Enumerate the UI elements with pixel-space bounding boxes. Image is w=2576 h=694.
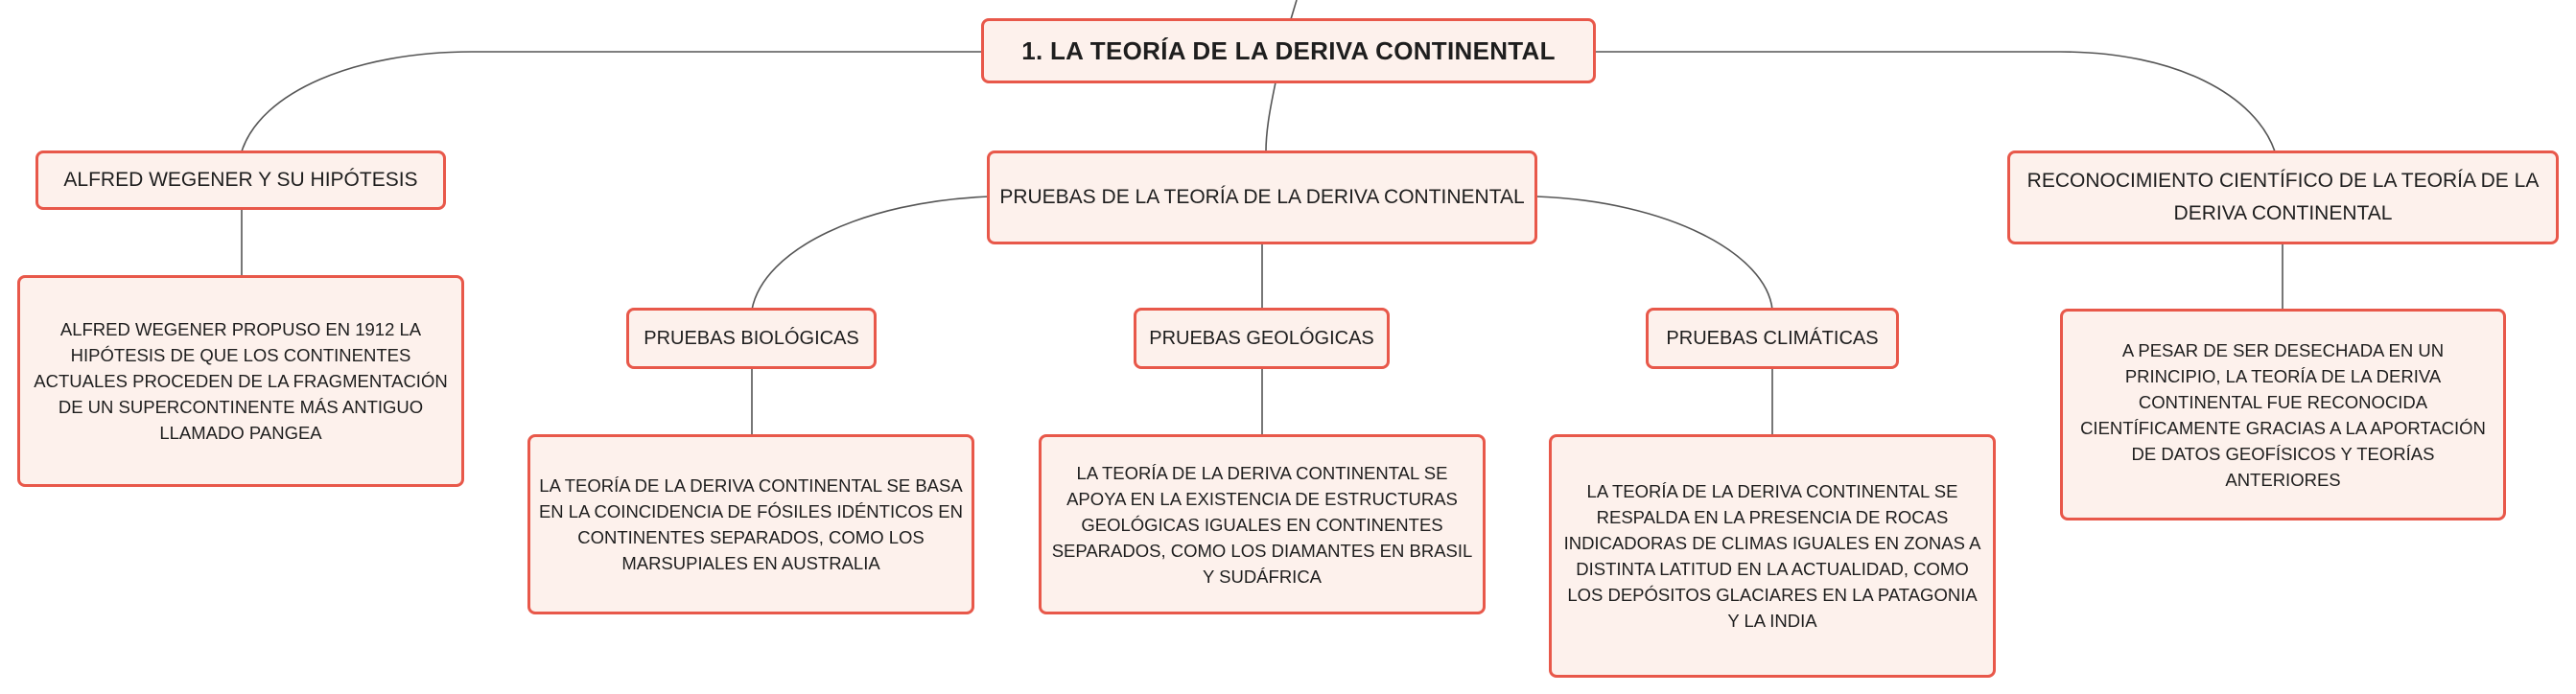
detail-wegener[interactable] [17, 275, 464, 487]
detail-pruebas-geologicas-text: LA TEORÍA DE LA DERIVA CONTINENTAL SE APOYA EN LA EXISTENCIA DE ESTRUCTURAS GEOLÓGICAS IGUALES EN CONTINENTES SEPARADOS, COMO LOS DIAMANTES EN BRASIL Y SUDÁFRICA [1051, 462, 1473, 587]
detail-reconocimiento[interactable] [2060, 309, 2506, 520]
connector-parent-root [1291, 0, 1297, 19]
detail-reconocimiento-text: A PESAR DE SER DESECHADA EN UN PRINCIPIO, LA TEORÍA DE LA DERIVA CONTINENTAL FUE RECONOCIDA CIENTÍFICAMENTE GRACIAS A LA APORTACIÓN DE DATOS GEOFÍSICOS Y TEORÍAS ANTERIORES [2080, 339, 2486, 490]
topic-wegener[interactable] [35, 150, 446, 210]
detail-pruebas-climaticas-text: LA TEORÍA DE LA DERIVA CONTINENTAL SE RESPALDA EN LA PRESENCIA DE ROCAS INDICADORAS DE CLIMAS IGUALES EN ZONAS A DISTINTA LATITUD EN LA ACTUALIDAD, COMO LOS DEPÓSITOS GLACIARES EN LA PATAGONIA Y LA INDIA [1563, 481, 1981, 631]
connector-pruebas-climaticas [1536, 197, 1772, 310]
detail-pruebas-climaticas[interactable] [1549, 434, 1996, 678]
connector-root-reconocimiento [1594, 52, 2275, 151]
topic-pruebas-climaticas-label: PRUEBAS CLIMÁTICAS [1666, 327, 1879, 349]
topic-pruebas-biologicas[interactable] [626, 308, 877, 369]
topic-pruebas[interactable] [987, 150, 1537, 244]
topic-pruebas-climaticas[interactable] [1646, 308, 1899, 369]
topic-pruebas-label: PRUEBAS DE LA TEORÍA DE LA DERIVA CONTINENTAL [999, 186, 1525, 208]
topic-pruebas-geologicas-label: PRUEBAS GEOLÓGICAS [1149, 327, 1374, 349]
connector-root-pruebas [1266, 82, 1276, 151]
topic-pruebas-biologicas-label: PRUEBAS BIOLÓGICAS [644, 327, 859, 349]
connector-pruebas-biologicas [752, 197, 990, 310]
detail-pruebas-geologicas[interactable] [1039, 434, 1486, 614]
topic-reconocimiento[interactable] [2007, 150, 2559, 244]
topic-wegener-label: ALFRED WEGENER Y SU HIPÓTESIS [63, 169, 418, 191]
topic-pruebas-geologicas[interactable] [1134, 308, 1390, 369]
topic-reconocimiento-label: RECONOCIMIENTO CIENTÍFICO DE LA TEORÍA DE LA DERIVA CONTINENTAL [2026, 170, 2540, 224]
connector-root-wegener [242, 52, 984, 151]
root-topic[interactable] [981, 18, 1596, 83]
detail-pruebas-biologicas[interactable] [527, 434, 974, 614]
detail-wegener-text: ALFRED WEGENER PROPUSO EN 1912 LA HIPÓTESIS DE QUE LOS CONTINENTES ACTUALES PROCEDEN DE LA FRAGMENTACIÓN DE UN SUPERCONTINENTE MÁS ANTIGUO LLAMADO PANGEA [34, 319, 448, 443]
detail-pruebas-biologicas-text: LA TEORÍA DE LA DERIVA CONTINENTAL SE BASA EN LA COINCIDENCIA DE FÓSILES IDÉNTICOS EN CONTINENTES SEPARADOS, COMO LOS MARSUPIALES EN AUSTRALIA [538, 475, 964, 573]
root-topic-label: 1. LA TEORÍA DE LA DERIVA CONTINENTAL [1021, 35, 1556, 65]
